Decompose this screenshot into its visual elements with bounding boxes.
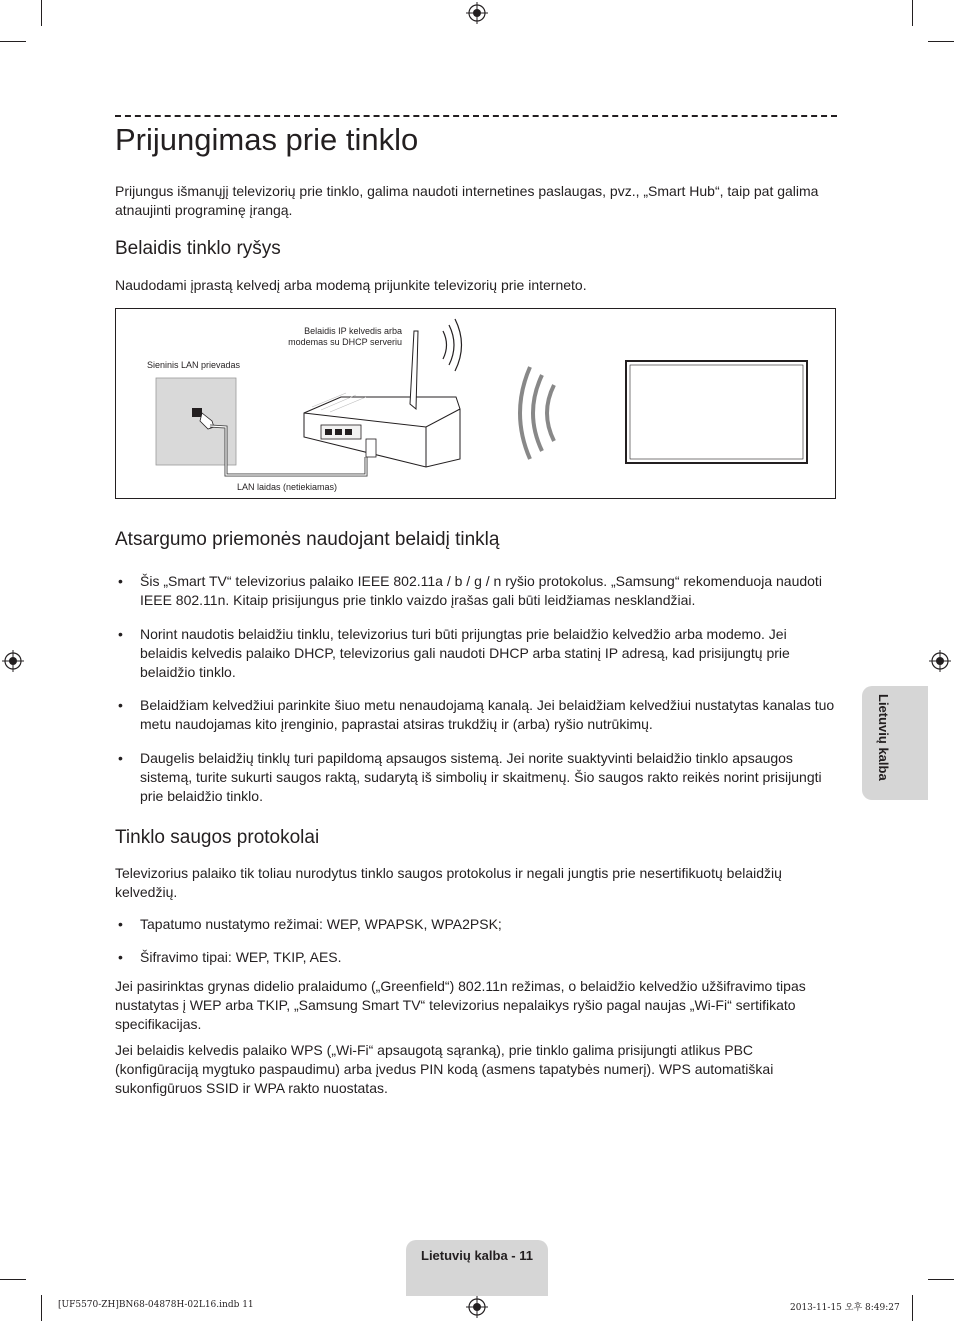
registration-mark-icon: [2, 650, 24, 672]
language-side-tab: [862, 686, 928, 800]
list-item: [118, 749, 838, 806]
page-title: Prijungimas prie tinklo: [115, 122, 419, 157]
crop-mark: [912, 0, 913, 26]
greenfield-paragraph: Jei pasirinktas grynas didelio pralaidumo („Greenfield“) 802.11n režimas, o belaidžio kelvedžio užšifravimo tipas nustatytas į WEP arba TKIP, „Samsung Smart TV“ televizorius nepalaikys ryšio pagal naujas „Wi-Fi“ sertifikato specifikacijas.: [115, 978, 806, 1032]
router-label-line1: Belaidis IP kelvedis arba: [304, 326, 402, 336]
list-item: [118, 572, 838, 610]
network-diagram: [115, 308, 836, 499]
wall-port-label: Sieninis LAN prievadas: [147, 360, 241, 370]
router-label: [266, 326, 402, 348]
registration-mark-icon: [929, 650, 951, 672]
bullet-icon: •: [118, 626, 123, 642]
crop-mark: [928, 1279, 954, 1280]
protocols-heading: Tinklo saugos protokolai: [115, 827, 320, 848]
crop-mark: [41, 1295, 42, 1321]
crop-mark: [912, 1295, 913, 1321]
list-item-text: Norint naudotis belaidžiu tinklu, televizorius turi būti prijungtas prie belaidžio kelvedžio arba modemo. Jei belaidis kelvedis palaiko DHCP, televizorius gali naudoti DHCP arba statinį IP adresą, kad prisijungtų prie belaidžio tinklo.: [140, 626, 790, 680]
wireless-heading: Belaidis tinklo ryšys: [115, 238, 281, 259]
crop-mark: [0, 1279, 26, 1280]
page-number-box: [406, 1240, 548, 1296]
crop-mark: [928, 41, 954, 42]
list-item-text: Šis „Smart TV“ televizorius palaiko IEEE 802.11a / b / g / n ryšio protokolus. „Samsung“ rekomenduoja naudoti IEEE 802.11n. Kitaip prisijungus prie tinklo vaizdo įrašas gali būti leidžiamas nesklandžiai.: [140, 573, 822, 608]
list-item: [118, 948, 838, 967]
wps-paragraph: Jei belaidis kelvedis palaiko WPS („Wi-Fi“ apsaugotą sąranką), prie tinklo galima prisijungti atlikus PBC (konfigūraciją mygtuko paspaudimu) arba įvedus PIN kodą (asmens tapatybės numerį). WPS automatiškai sukonfigūruos SSID ir WPA rakto nuostatas.: [115, 1042, 774, 1096]
list-item: [118, 915, 838, 934]
list-item: [118, 625, 838, 682]
list-item-text: Daugelis belaidžių tinklų turi papildomą apsaugos sistemą. Jei norite suaktyvinti belaidžio tinklo apsaugos sistemą, turite sukurti saugos raktą, sudarytą iš simbolių ir skaitmenų. Šio saugos rakto reikės norint prisijungti prie belaidžio tinklo.: [140, 750, 822, 804]
registration-mark-icon: [466, 1296, 488, 1318]
footer-timestamp: 2013-11-15 오후 8:49:27: [790, 1303, 900, 1313]
registration-mark-icon: [466, 2, 488, 24]
diagram-illustration: [116, 309, 835, 498]
crop-mark: [41, 0, 42, 26]
bullet-icon: •: [118, 697, 123, 713]
wireless-text: Naudodami įprastą kelvedį arba modemą prijunkite televizorių prie interneto.: [115, 277, 587, 293]
crop-mark: [0, 41, 26, 42]
bullet-icon: •: [118, 916, 123, 932]
precautions-heading: Atsargumo priemonės naudojant belaidį tinklą: [115, 529, 500, 550]
page-number: Lietuvių kalba - 11: [421, 1248, 533, 1263]
bullet-icon: •: [118, 750, 123, 766]
section-divider: [115, 115, 837, 117]
protocols-text: Televizorius palaiko tik toliau nurodytus tinklo saugos protokolus ir negali jungtis prie nesertifikuotų belaidžių kelvedžių.: [115, 865, 782, 900]
cable-label: LAN laidas (netiekiamas): [237, 482, 338, 492]
footer-file-info: [UF5570-ZH]BN68-04878H-02L16.indb 11: [58, 1300, 254, 1310]
side-tab-label: Lietuvių kalba: [876, 694, 891, 781]
list-item-text: Tapatumo nustatymo režimai: WEP, WPAPSK, WPA2PSK;: [140, 916, 502, 932]
intro-paragraph: Prijungus išmanųjį televizorių prie tinklo, galima naudoti internetines paslaugas, pvz., „Smart Hub“, taip pat galima atnaujinti programinę įrangą.: [115, 183, 819, 218]
router-label-line2: modemas su DHCP serveriu: [288, 337, 402, 347]
bullet-icon: •: [118, 573, 123, 589]
bullet-icon: •: [118, 949, 123, 965]
list-item-text: Belaidžiam kelvedžiui parinkite šiuo metu nenaudojamą kanalą. Jei belaidžiam kelvedžiui nustatytas kanalas tuo metu naudojamas kito įrenginio, paprastai atsiras trukdžių ir (arba) ryšio nutrūkimų.: [140, 697, 835, 732]
list-item-text: Šifravimo tipai: WEP, TKIP, AES.: [140, 949, 342, 965]
list-item: [118, 696, 838, 734]
